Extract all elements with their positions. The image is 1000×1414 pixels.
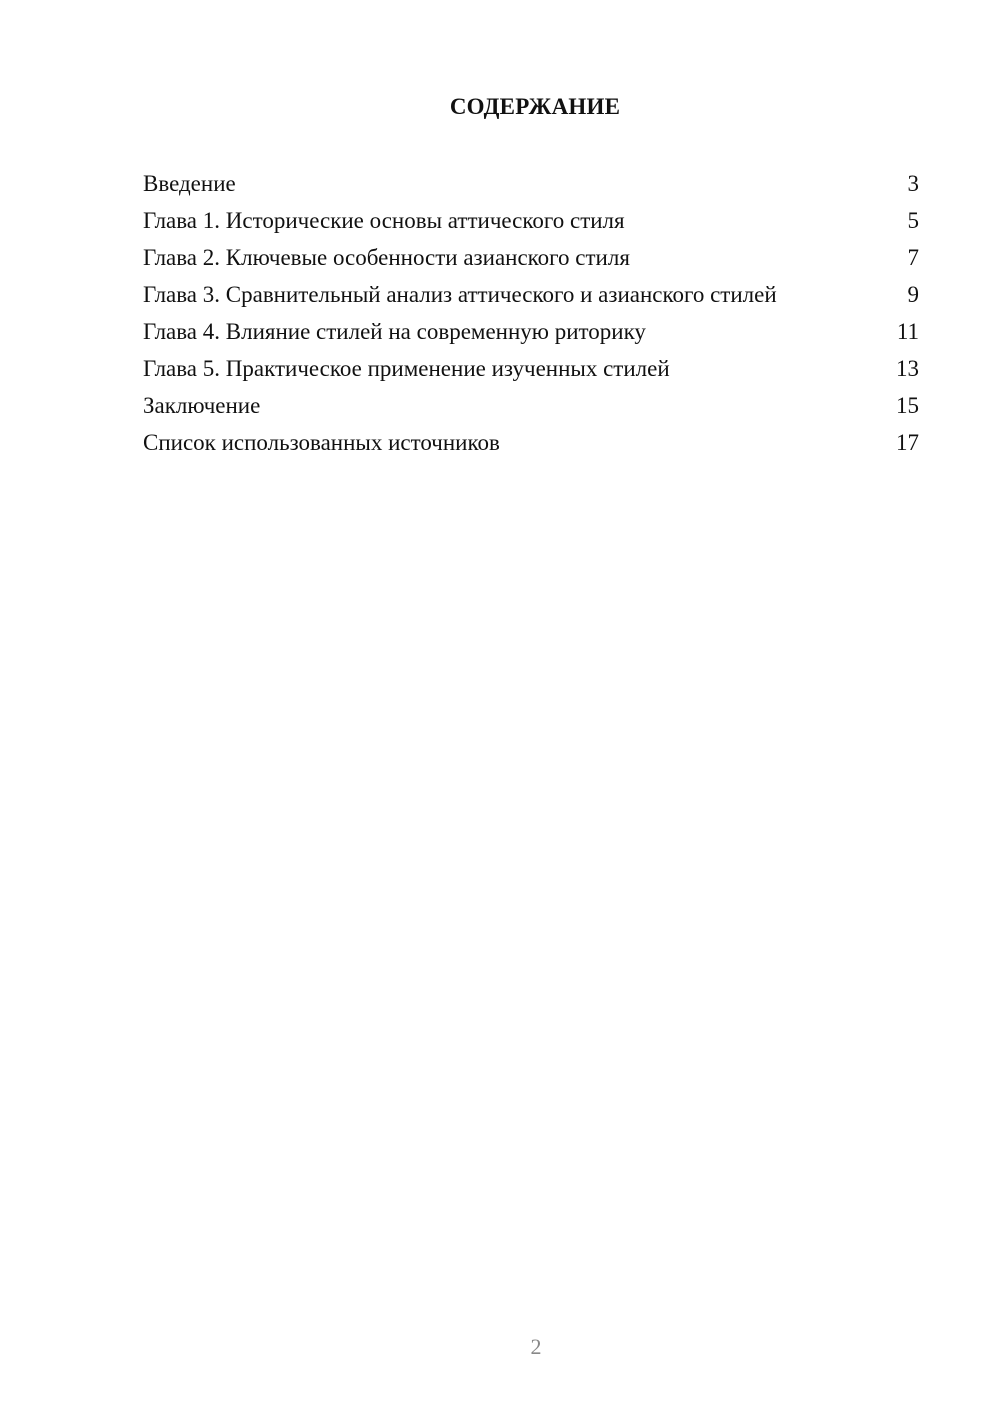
- toc-entry-page: 3: [907, 171, 919, 196]
- table-of-contents: [143, 170, 919, 466]
- toc-entry-label: Глава 1. Исторические основы аттического стиля: [143, 208, 625, 233]
- toc-entry-page: 7: [907, 245, 919, 270]
- page-number: 2: [530, 1334, 542, 1359]
- toc-entry: [143, 207, 919, 234]
- toc-entry-page: 11: [896, 319, 919, 344]
- toc-entry: [143, 318, 919, 345]
- toc-entry: [143, 392, 919, 419]
- toc-entry-label: Глава 5. Практическое применение изученных стилей: [143, 356, 670, 381]
- toc-entry-label: Глава 4. Влияние стилей на современную риторику: [143, 319, 646, 344]
- toc-entry-page: 15: [896, 393, 919, 418]
- toc-entry-label: Введение: [143, 171, 236, 196]
- page-title: СОДЕРЖАНИЕ: [449, 94, 621, 119]
- toc-entry-label: Заключение: [143, 393, 261, 418]
- toc-entry-page: 13: [896, 356, 919, 381]
- toc-entry-page: 9: [907, 282, 919, 307]
- toc-entry-label: Глава 3. Сравнительный анализ аттического и азианского стилей: [143, 282, 777, 307]
- toc-entry: [143, 244, 919, 271]
- toc-entry-label: Глава 2. Ключевые особенности азианского стиля: [143, 245, 630, 270]
- toc-entry-label: Список использованных источников: [143, 430, 500, 455]
- toc-entry: [143, 170, 919, 197]
- toc-entry: [143, 281, 919, 308]
- toc-entry-page: 17: [896, 430, 919, 455]
- toc-entry: [143, 429, 919, 456]
- toc-entry: [143, 355, 919, 382]
- toc-entry-page: 5: [907, 208, 919, 233]
